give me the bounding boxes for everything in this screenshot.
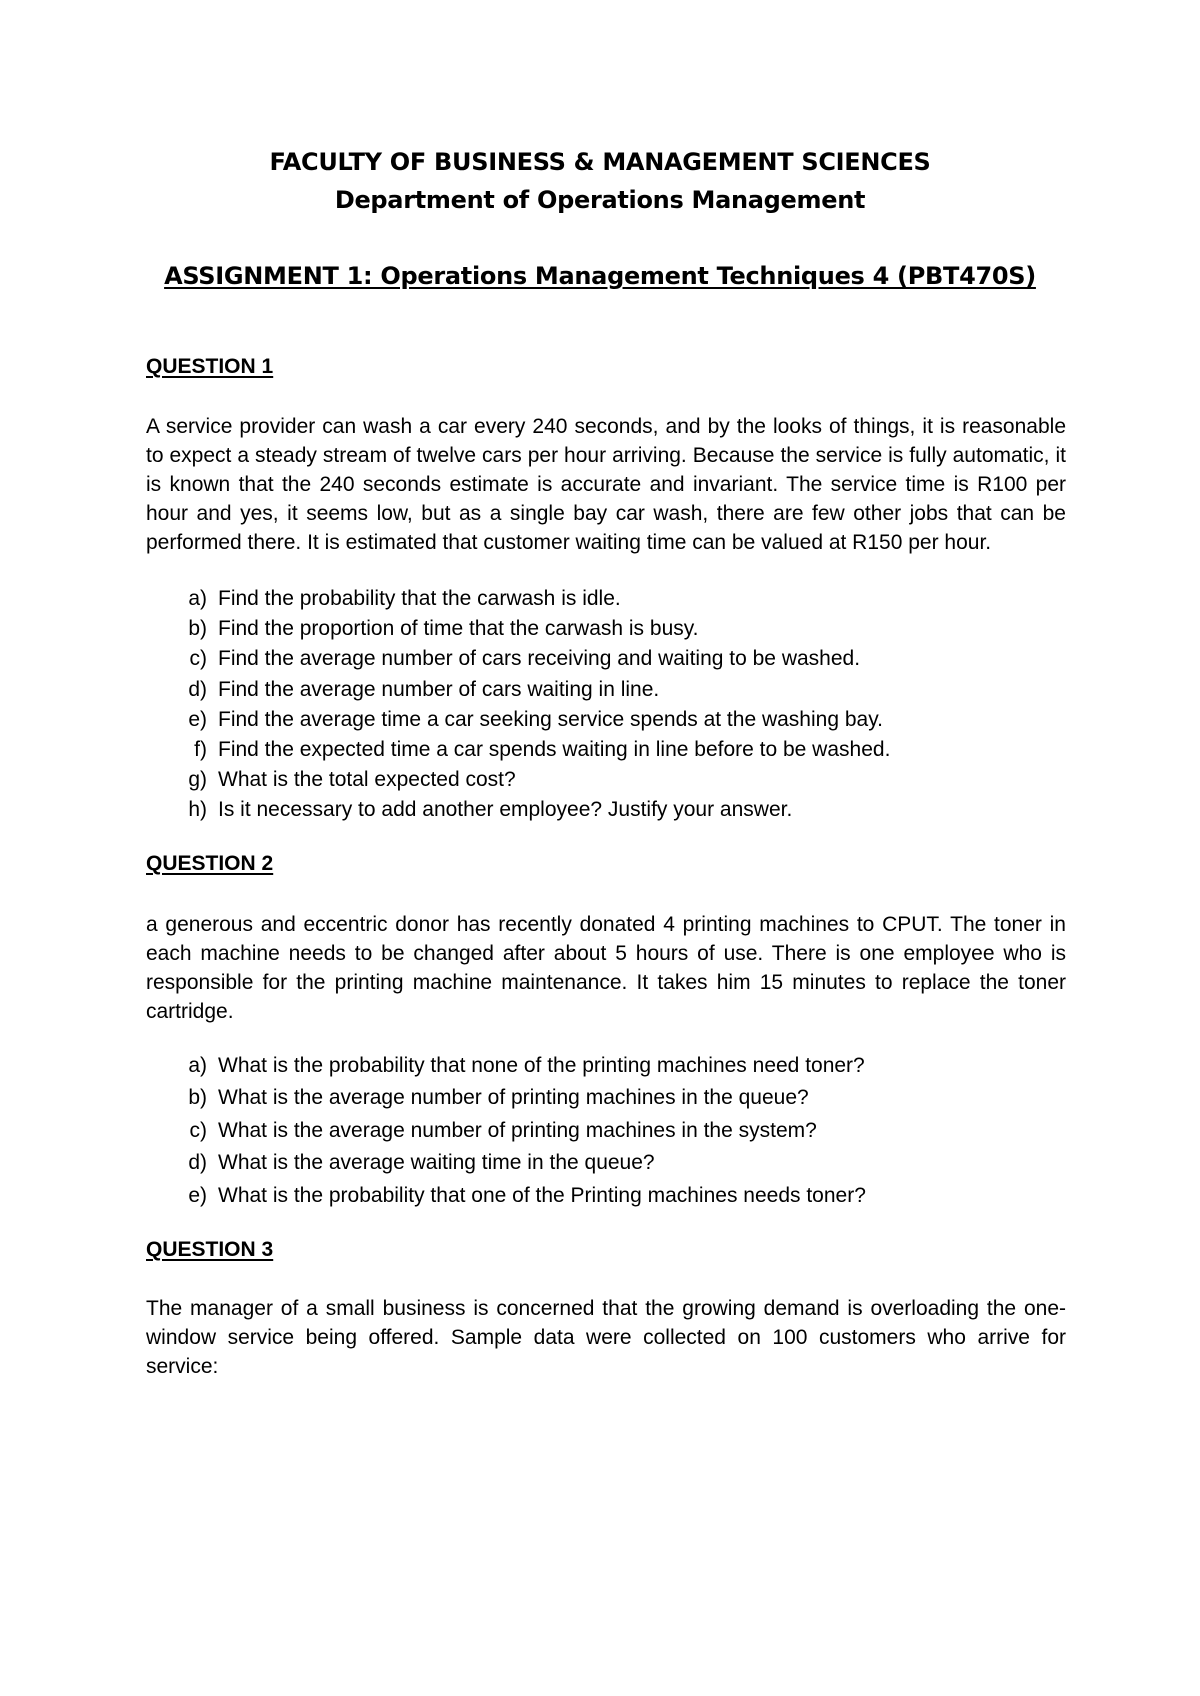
subquestion-text: Find the proportion of time that the carwash is busy.	[218, 617, 699, 641]
list-item	[146, 735, 1066, 765]
list-item	[146, 1115, 1066, 1147]
list-item	[146, 1050, 1066, 1082]
question-3-heading: QUESTION 3	[146, 1238, 274, 1261]
question-2-heading: QUESTION 2	[146, 852, 274, 875]
subquestion-text: What is the average number of printing machines in the system?	[218, 1118, 817, 1142]
assignment-title: ASSIGNMENT 1: Operations Management Techniques 4 (PBT470S)	[164, 262, 1036, 290]
subquestion-text: What is the average number of printing machines in the queue?	[218, 1086, 809, 1110]
list-item	[146, 705, 1066, 735]
list-item	[146, 1180, 1066, 1212]
list-item	[146, 614, 1066, 644]
department-title: Department of Operations Management	[334, 186, 866, 214]
question-2-intro: a generous and eccentric donor has recently donated 4 printing machines to CPUT. The toner in each machine needs to be changed after about 5 hours of use. There is one employee who is responsible for the printing machine maintenance. It takes him 15 minutes to replace the toner cartridge.	[146, 913, 1066, 1023]
subquestion-letter: e)	[188, 707, 207, 731]
question-2-subquestions	[146, 1050, 1066, 1212]
subquestion-letter: c)	[189, 647, 207, 671]
faculty-title: FACULTY OF BUSINESS & MANAGEMENT SCIENCES	[269, 148, 931, 176]
question-3-intro: The manager of a small business is concerned that the growing demand is overloading the one-window service being offered. Sample data were collected on 100 customers who arrive for service:	[146, 1297, 1066, 1378]
subquestion-text: What is the probability that one of the Printing machines needs toner?	[218, 1183, 866, 1207]
question-1-subquestions	[146, 584, 1066, 826]
list-item	[146, 584, 1066, 614]
list-item	[146, 795, 1066, 825]
subquestion-text: Find the average number of cars waiting in line.	[218, 677, 660, 701]
subquestion-text: What is the average waiting time in the queue?	[218, 1151, 655, 1175]
list-item	[146, 675, 1066, 705]
subquestion-letter: e)	[188, 1183, 207, 1207]
subquestion-letter: d)	[188, 677, 207, 701]
subquestion-text: Is it necessary to add another employee? Justify your answer.	[218, 798, 793, 822]
subquestion-text: Find the average time a car seeking service spends at the washing bay.	[218, 707, 883, 731]
list-item	[146, 644, 1066, 674]
subquestion-text: What is the total expected cost?	[218, 768, 516, 792]
list-item	[146, 1147, 1066, 1179]
subquestion-text: Find the average number of cars receiving and waiting to be washed.	[218, 647, 861, 671]
subquestion-letter: b)	[188, 1086, 207, 1110]
subquestion-letter: a)	[188, 587, 207, 610]
subquestion-text: Find the expected time a car spends waiting in line before to be washed.	[218, 738, 891, 762]
subquestion-letter: c)	[189, 1118, 207, 1142]
subquestion-text: What is the probability that none of the printing machines need toner?	[218, 1054, 865, 1077]
subquestion-letter: f)	[194, 738, 207, 762]
subquestion-letter: d)	[188, 1151, 207, 1175]
subquestion-letter: g)	[188, 768, 207, 792]
subquestion-letter: a)	[188, 1054, 207, 1077]
question-1-intro: A service provider can wash a car every 240 seconds, and by the looks of things, it is reasonable to expect a steady stream of twelve cars per hour arriving. Because the service is fully automatic, it is known that the 240 seconds estimate is accurate and invariant. The service time is R100 per hour and yes, it seems low, but as a single bay car wash, there are few other jobs that can be performed there. It is estimated that customer waiting time can be valued at R150 per hour.	[146, 415, 1066, 554]
subquestion-letter: h)	[188, 798, 207, 822]
list-item	[146, 765, 1066, 795]
subquestion-text: Find the probability that the carwash is idle.	[218, 587, 621, 610]
list-item	[146, 1082, 1066, 1114]
subquestion-letter: b)	[188, 617, 207, 641]
question-1-heading: QUESTION 1	[146, 355, 274, 378]
